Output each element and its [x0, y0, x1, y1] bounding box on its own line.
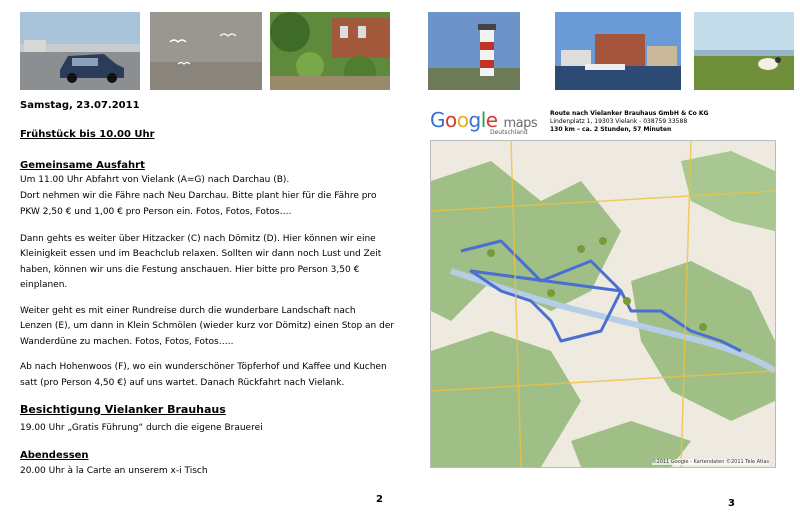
photo-seagulls: [150, 12, 262, 90]
outing-line: Ab nach Hohenwoos (F), wo ein wunderschöner Töpferhof und Kaffee und Kuchen: [20, 362, 387, 372]
page-number: 3: [728, 498, 735, 509]
outing-line: PKW 2,50 € und 1,00 € pro Person ein. Fotos, Fotos, Fotos….: [20, 207, 292, 217]
route-info: [550, 110, 708, 134]
outing-line: Wanderdüne zu machen. Fotos, Fotos, Fotos…..: [20, 337, 234, 347]
photo-harbor: [555, 12, 681, 90]
photo-sheep-dike: [694, 12, 794, 90]
outing-heading: Gemeinsame Ausfahrt: [20, 160, 145, 171]
map-copyright: ©2011 Google - Kartendaten ©2011 Tele Atlas: [651, 459, 769, 465]
photo-lighthouse: [428, 12, 520, 90]
map-canvas: [431, 141, 775, 467]
outing-line: Dort nehmen wir die Fähre nach Neu Darchau. Bitte plant hier für die Fähre pro: [20, 191, 377, 201]
dinner-heading: Abendessen: [20, 450, 89, 461]
outing-line: Dann gehts es weiter über Hitzacker (C) nach Dömitz (D). Hier können wir eine: [20, 234, 376, 244]
outing-line: satt (pro Person 4,50 €) auf uns wartet. Danach Rückfahrt nach Vielank.: [20, 378, 345, 388]
map-header: [420, 102, 780, 138]
route-title: Route nach Vielanker Brauhaus GmbH & Co KG: [550, 110, 709, 117]
route-address: Lindenplatz 1, 19303 Vielank - 038759 33588: [550, 118, 688, 125]
outing-line: haben, können wir uns die Festung anschauen. Hier bitte pro Person 3,50 €: [20, 265, 360, 275]
photo-garden-house: [270, 12, 390, 90]
outing-line: Lenzen (E), um dann in Klein Schmölen (wieder kurz vor Dömitz) einen Stop an der: [20, 321, 395, 331]
google-maps-logo: Google maps: [430, 108, 538, 132]
breakfast-heading: Frühstück bis 10.00 Uhr: [20, 129, 155, 140]
outing-line: Um 11.00 Uhr Abfahrt von Vielank (A=G) nach Darchau (B).: [20, 175, 290, 185]
brewery-line: 19.00 Uhr „Gratis Führung“ durch die eigene Brauerei: [20, 423, 263, 433]
logo-region: Deutschland: [490, 129, 528, 136]
route-map: [430, 140, 776, 468]
outing-line: Weiter geht es mit einer Rundreise durch die wunderbare Landschaft nach: [20, 306, 356, 316]
page-number: 2: [376, 494, 383, 505]
event-date: Samstag, 23.07.2011: [20, 100, 140, 111]
right-page: [400, 0, 800, 520]
outing-line: einplanen.: [20, 280, 68, 290]
photo-parked-car: [20, 12, 140, 90]
dinner-line: 20.00 Uhr à la Carte an unserem x-i Tisch: [20, 466, 208, 476]
outing-line: Kleinigkeit essen und im Beachclub relaxen. Sollten wir dann noch Lust und Zeit: [20, 249, 382, 259]
route-summary: 130 km – ca. 2 Stunden, 57 Minuten: [550, 126, 672, 133]
brewery-heading: Besichtigung Vielanker Brauhaus: [20, 403, 226, 416]
